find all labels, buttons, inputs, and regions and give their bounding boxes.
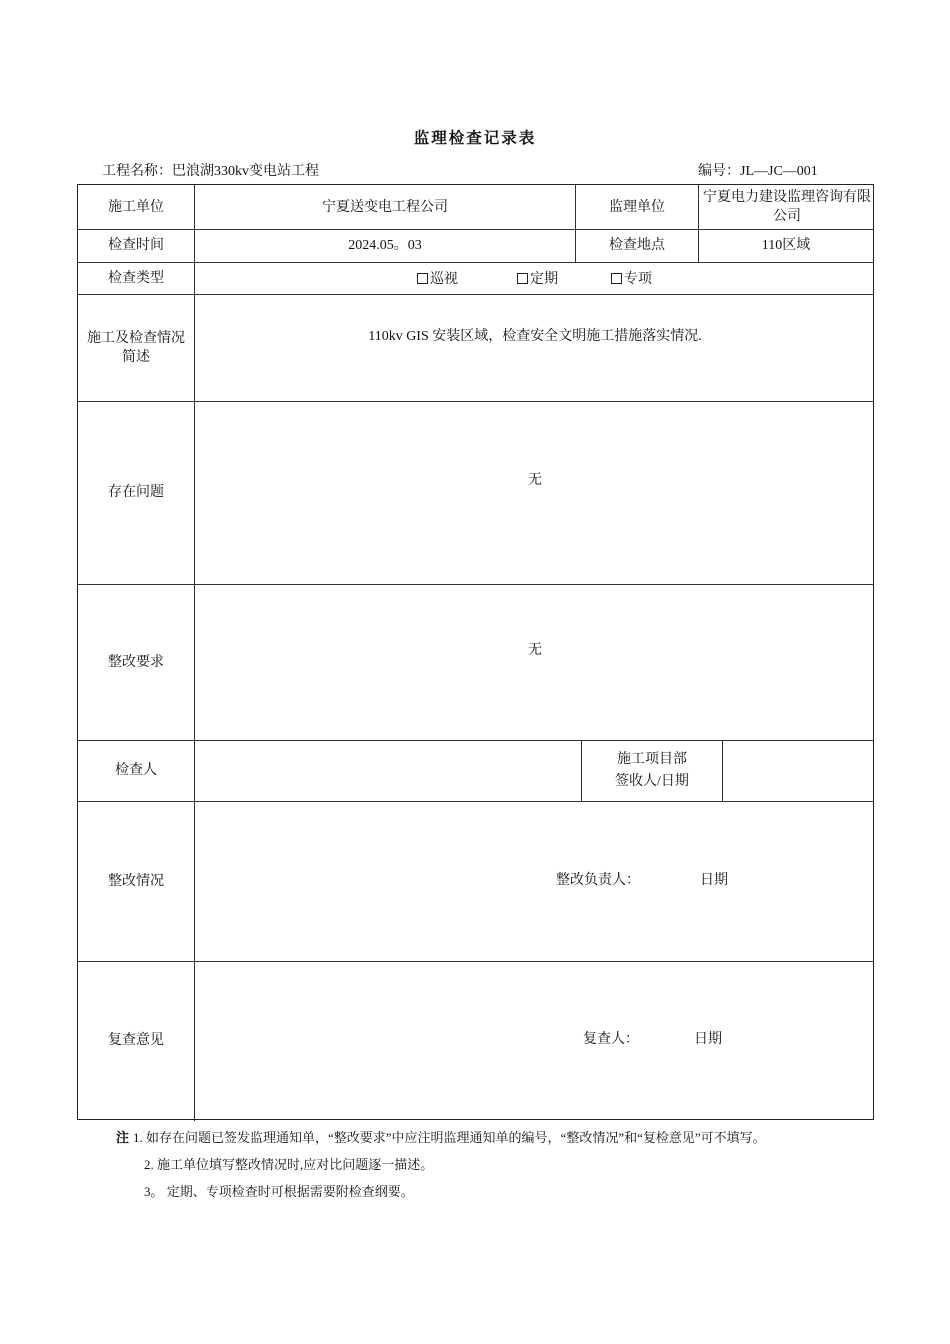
note-item: 2. 施工单位填写整改情况时,应对比问题逐一描述。 [144,1157,434,1172]
receiver-label-line2: 签收人/日期 [615,774,689,789]
receiver-label-line1: 施工项目部 [617,752,687,767]
check-location-value: 110区域 [761,238,811,253]
checkbox-icon [417,273,428,284]
check-type-option-label: 专项 [624,272,652,287]
receiver-signature-field[interactable] [723,740,873,801]
note-item: 3。 定期、专项检查时可根据需要附检查纲要。 [144,1184,414,1199]
rectification-person-label: 整改负责人： [556,872,640,888]
serial-number: 编号：JL—JC—001 [698,164,818,179]
construction-unit-value: 宁夏送变电工程公司 [322,199,448,215]
inspector-signature-field[interactable] [195,740,581,801]
inspector-label: 检查人 [115,763,157,778]
supervision-unit-value: 宁夏电力建设监理咨询有限公司 [703,190,871,224]
row-divider [78,262,873,263]
note-text: 1. 如存在问题已签发监理通知单，“整改要求”中应注明监理通知单的编号，“整改情况”和“复检意见”可不填写。 [133,1130,766,1145]
check-type-option-patrol[interactable] [417,268,458,288]
check-type-option-periodic[interactable] [517,268,558,288]
summary-label-text: 施工及检查情况简述 [87,330,185,365]
check-type-option-special[interactable] [611,268,652,288]
rectification-date-label: 日期 [700,872,728,888]
check-time-value: 2024.05。03 [348,238,422,253]
review-label: 复查意见 [108,1032,164,1048]
supervision-unit-label: 监理单位 [609,199,665,215]
check-location-label: 检查地点 [609,238,665,253]
note-item [116,1124,766,1152]
form-title: 监理检查记录表 [413,129,537,147]
requirements-label: 整改要求 [108,654,164,670]
inspection-record-table [77,184,874,1120]
checkbox-icon [517,273,528,284]
row-divider [78,961,873,962]
row-divider [78,294,873,295]
construction-unit-label: 施工单位 [108,199,164,215]
rectification-label: 整改情况 [108,873,164,889]
receiver-label [582,742,722,800]
check-type-option-label: 定期 [530,272,558,287]
check-type-label: 检查类型 [108,270,164,286]
summary-value: 110kv GIS 安装区域，检查安全文明施工措施落实情况. [368,328,702,344]
check-type-option-label: 巡视 [430,272,458,287]
checkbox-icon [611,273,622,284]
issues-label: 存在问题 [108,485,164,500]
review-date-label: 日期 [694,1031,722,1047]
check-time-label: 检查时间 [108,238,164,253]
summary-label [78,294,194,401]
row-divider [78,401,873,402]
project-name: 工程名称：巴浪湖330kv变电站工程 [102,164,319,179]
row-divider [78,801,873,802]
requirements-value: 无 [528,642,542,658]
reviewer-label: 复查人： [583,1031,639,1047]
row-divider [78,584,873,585]
issues-value: 无 [528,472,542,488]
note-tag: 注 [116,1131,130,1146]
